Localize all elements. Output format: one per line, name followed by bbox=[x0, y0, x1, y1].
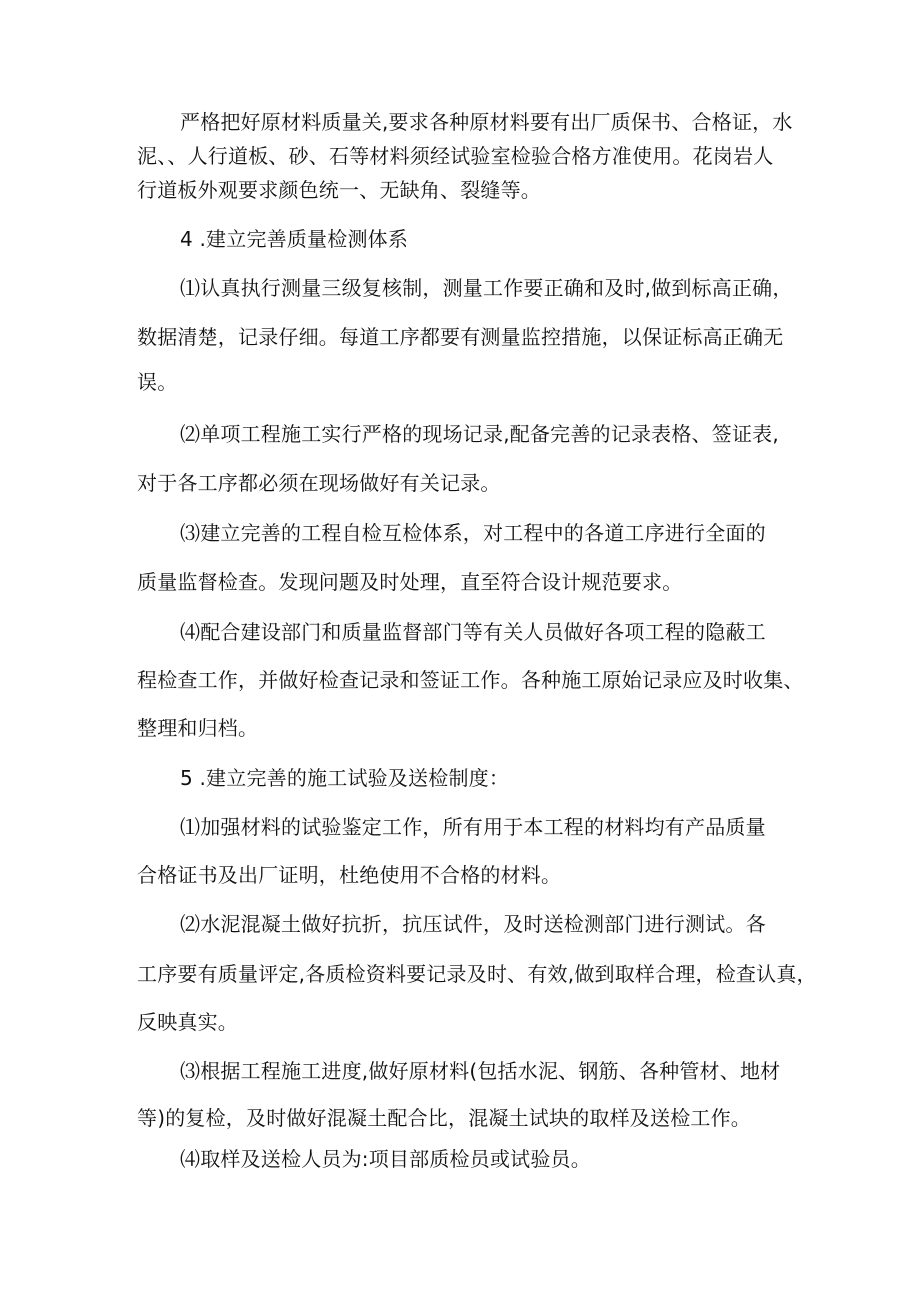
paragraph-line: ⑶建立完善的工程自检互检体系，对工程中的各道工序进行全面的 bbox=[180, 521, 766, 545]
section-heading: 4 .建立完善质量检测体系 bbox=[180, 227, 409, 251]
section-heading: 5 .建立完善的施工试验及送检制度： bbox=[180, 766, 510, 790]
paragraph-line: 整理和归档。 bbox=[137, 716, 259, 740]
paragraph-line: 严格把好原材料质量关,要求各种原材料要有出厂质保书、合格证，水 bbox=[180, 110, 793, 134]
paragraph-line: 等)的复检，及时做好混凝土配合比，混凝土试块的取样及送检工作。 bbox=[137, 1106, 752, 1130]
paragraph-line: 质量监督检查。发现问题及时处理，直至符合设计规范要求。 bbox=[137, 570, 683, 594]
paragraph-line: 反映真实。 bbox=[137, 1010, 238, 1034]
paragraph-line: 行道板外观要求颜色统一、无缺角、裂缝等。 bbox=[137, 178, 541, 202]
paragraph-line: ⑶根据工程施工进度,做好原材料(包括水泥、钢筋、各种管材、地材 bbox=[180, 1059, 781, 1083]
paragraph-line: 误。 bbox=[137, 370, 178, 394]
paragraph-line: ⑵单项工程施工实行严格的现场记录,配备完善的记录表格、签证表, bbox=[180, 422, 779, 446]
paragraph-line: 合格证书及出厂证明，杜绝使用不合格的材料。 bbox=[137, 863, 562, 887]
paragraph-line: 泥、、人行道板、砂、石等材料须经试验室检验合格方准使用。花岗岩人 bbox=[137, 144, 774, 168]
paragraph-line: ⑴认真执行测量三级复核制，测量工作要正确和及时,做到标高正确， bbox=[180, 276, 793, 300]
paragraph-line: 工序要有质量评定,各质检资料要记录及时、有效,做到取样合理，检查认真， bbox=[137, 962, 817, 986]
paragraph-line: ⑷配合建设部门和质量监督部门等有关人员做好各项工程的隐蔽工 bbox=[180, 620, 766, 644]
paragraph-line: ⑴加强材料的试验鉴定工作，所有用于本工程的材料均有产品质量 bbox=[180, 815, 766, 839]
paragraph-line: 程检查工作，并做好检查记录和签证工作。各种施工原始记录应及时收集、 bbox=[137, 668, 804, 692]
paragraph-line: ⑵水泥混凝土做好抗折，抗压试件，及时送检测部门进行测试。各 bbox=[180, 912, 766, 936]
paragraph-line: 对于各工序都必须在现场做好有关记录。 bbox=[137, 471, 501, 495]
paragraph-line: ⑷取样及送检人员为:项目部质检员或试验员。 bbox=[180, 1147, 591, 1171]
paragraph-line: 数据清楚，记录仔细。每道工序都要有测量监控措施，以保证标高正确无 bbox=[137, 325, 784, 349]
